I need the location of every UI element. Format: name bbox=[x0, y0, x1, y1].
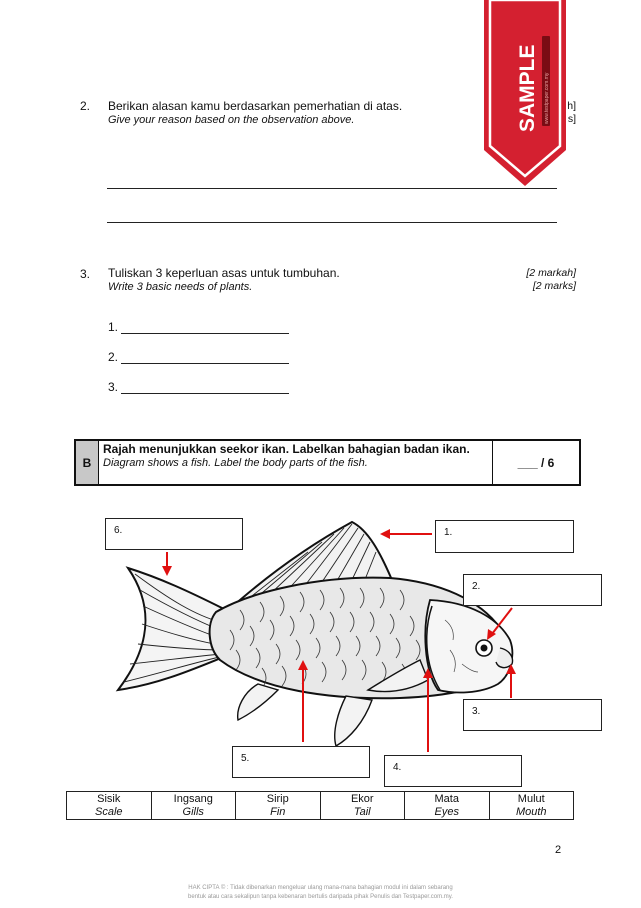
copyright-line-2: bentuk atau cara sekalipun tanpa kebenaran bertulis daripada pihak Penulis dan Testpaper.com.my. bbox=[188, 894, 453, 900]
q2-text-en: Give your reason based on the observation above. bbox=[108, 114, 355, 126]
q3-blank-line-3[interactable] bbox=[121, 393, 289, 394]
label-box-2[interactable]: 2. bbox=[463, 574, 602, 606]
section-instructions bbox=[103, 442, 488, 470]
page-number: 2 bbox=[555, 844, 562, 856]
vocab-cell: Ingsang Gills bbox=[152, 792, 237, 819]
label-box-3[interactable]: 3. bbox=[463, 699, 602, 731]
q3-marks bbox=[490, 267, 576, 293]
label-box-4[interactable]: 4. bbox=[384, 755, 522, 787]
label-box-5[interactable]: 5. bbox=[232, 746, 370, 778]
fish-anal-fin bbox=[238, 684, 278, 720]
fish-pelvic-fin bbox=[335, 696, 372, 746]
vocab-cell: Sirip Fin bbox=[236, 792, 321, 819]
q2-answer-line-2[interactable] bbox=[107, 222, 557, 223]
q2-text-ms: Berikan alasan kamu berdasarkan pemerhatian di atas. bbox=[108, 99, 403, 113]
vocabulary-table bbox=[66, 791, 574, 820]
section-b-header bbox=[74, 439, 581, 486]
q2-answer-line-1[interactable] bbox=[107, 188, 557, 189]
label-box-1[interactable]: 1. bbox=[435, 520, 574, 553]
q3-marks-ms: [2 markah] bbox=[526, 267, 576, 279]
label-box-6[interactable]: 6. bbox=[105, 518, 243, 550]
q2-number: 2. bbox=[80, 99, 91, 113]
copyright-line-1: HAK CIPTA © : Tidak dibenarkan mengeluar ulang mana-mana bahagian modul ini dalam sebarang bbox=[188, 885, 453, 891]
section-title-ms: Rajah menunjukkan seekor ikan. Labelkan bahagian badan ikan. bbox=[103, 442, 470, 456]
sample-watermark bbox=[484, 0, 566, 186]
q2-marks-en: s] bbox=[567, 113, 576, 125]
q2-marks-ms: h] bbox=[567, 100, 576, 112]
q3-blank-label-1: 1. bbox=[108, 320, 119, 334]
section-title-en: Diagram shows a fish. Label the body parts of the fish. bbox=[103, 457, 368, 469]
q3-blank-line-1[interactable] bbox=[121, 333, 289, 334]
q3-blank-line-2[interactable] bbox=[121, 363, 289, 364]
fish-head bbox=[425, 600, 512, 692]
fish-illustration bbox=[118, 522, 513, 746]
q3-text-ms: Tuliskan 3 keperluan asas untuk tumbuhan. bbox=[108, 266, 340, 280]
vocab-cell: Ekor Tail bbox=[321, 792, 406, 819]
q3-blank-label-2: 2. bbox=[108, 350, 119, 364]
q3-marks-en: [2 marks] bbox=[532, 280, 576, 292]
sample-text: SAMPLE bbox=[516, 44, 539, 132]
vocab-cell: Sisik Scale bbox=[67, 792, 152, 819]
q3-blank-label-3: 3. bbox=[108, 380, 119, 394]
vocab-cell: Mulut Mouth bbox=[515, 793, 547, 818]
sample-subtext: www.testpaper.com.my bbox=[544, 72, 550, 124]
q3-text-en: Write 3 basic needs of plants. bbox=[108, 281, 253, 293]
section-score[interactable]: ___ / 6 bbox=[492, 441, 579, 484]
vocab-cell: Mata Eyes bbox=[405, 792, 490, 819]
q3-number: 3. bbox=[80, 267, 91, 281]
section-letter: B bbox=[76, 441, 99, 484]
